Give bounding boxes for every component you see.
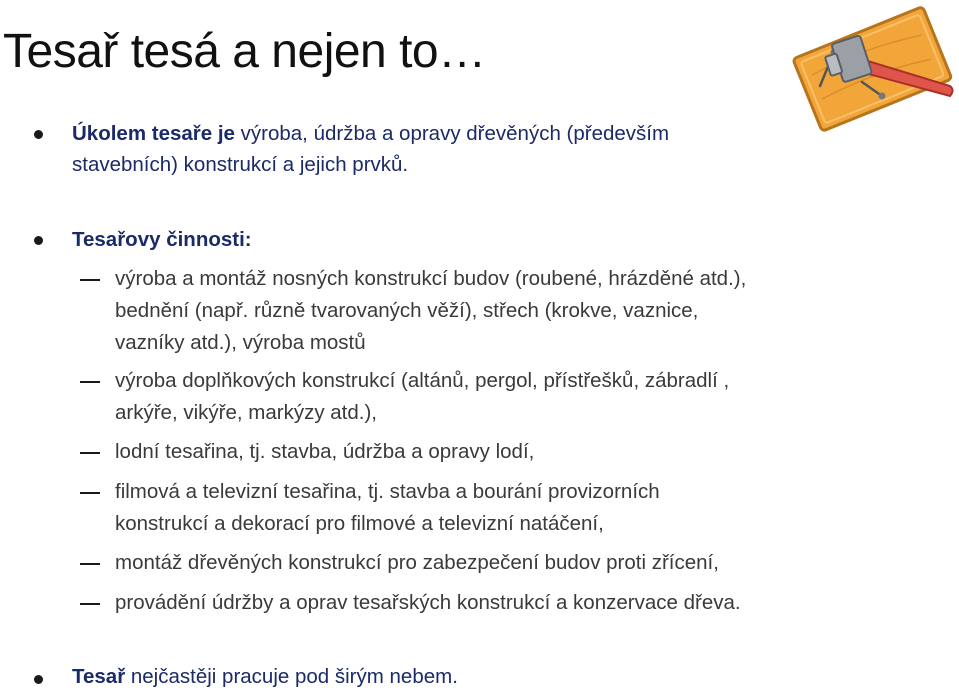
bullet-marker [34, 130, 43, 139]
bullet-text-line: nejčastěji pracuje pod širým nebem. [125, 665, 458, 688]
bullet-marker [34, 236, 43, 245]
bullet-heading: Tesařovy činnosti: [72, 228, 252, 251]
bullet-text-line: výroba, údržba a opravy dřevěných (především [234, 122, 670, 145]
activity-line: lodní tesařina, tj. stavba, údržba a opravy lodí, [115, 440, 535, 463]
activity-line: bednění (např. různě tvarovaných věží), střech (krokve, vaznice, [115, 299, 699, 322]
bullet-bold-label: Tesař [72, 665, 126, 688]
activity-line: montáž dřevěných konstrukcí pro zabezpečení budov proti zřícení, [115, 551, 719, 574]
activity-line: výroba a montáž nosných konstrukcí budov (roubené, hrázděné atd.), [115, 267, 747, 290]
activity-line: vazníky atd.), výroba mostů [115, 331, 366, 354]
activity-line: konstrukcí a dekorací pro filmové a televizní natáčení, [115, 512, 604, 535]
slide-title: Tesař tesá a nejen to… [3, 25, 486, 78]
bullet-text [72, 661, 458, 693]
dash-marker [80, 452, 100, 454]
bullet-text-line: stavebních) konstrukcí a jejich prvků. [72, 153, 409, 176]
dash-marker [80, 492, 100, 494]
activity-line: arkýře, vikýře, markýzy atd.), [115, 401, 377, 424]
activity-line: filmová a televizní tesařina, tj. stavba a bourání provizorních [115, 480, 660, 503]
bullet-bold-label: Úkolem tesaře je [72, 122, 235, 145]
bullet-marker [34, 675, 43, 684]
dash-marker [80, 279, 100, 281]
activity-line: provádění údržby a oprav tesařských konstrukcí a konzervace dřeva. [115, 591, 741, 614]
dash-marker [80, 563, 100, 565]
dash-marker [80, 381, 100, 383]
bullet-text [72, 118, 669, 150]
activity-line: výroba doplňkových konstrukcí (altánů, pergol, přístřešků, zábradlí , [115, 369, 730, 392]
dash-marker [80, 603, 100, 605]
